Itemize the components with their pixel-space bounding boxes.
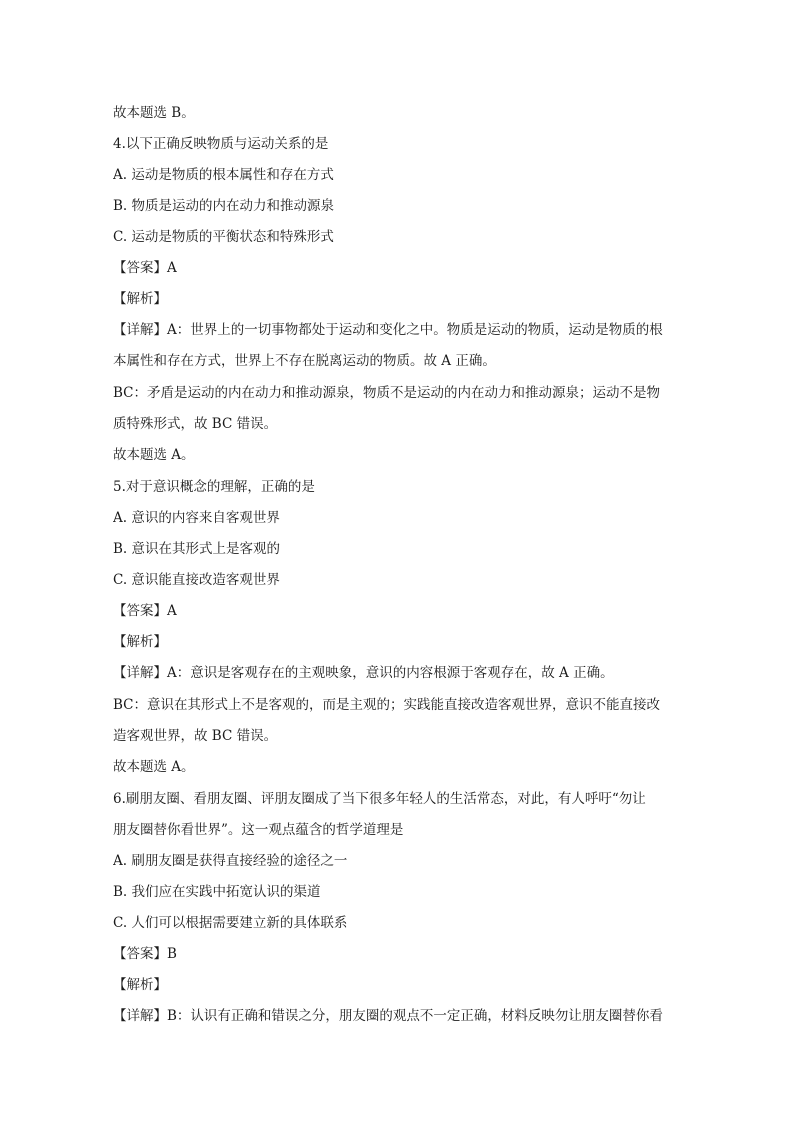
q5-detail-line-2: BC：意识在其形式上不是客观的，而是主观的；实践能直接改造客观世界，意识不能直接改 [113,697,660,713]
q4-option-c: C. 运动是物质的平衡状态和特殊形式 [113,229,334,245]
q4-detail-line-3: BC：矛盾是运动的内在动力和推动源泉，物质不是运动的内在动力和推动源泉；运动不是物 [113,385,660,401]
q4-answer: 【答案】A [113,260,177,276]
q5-option-c: C. 意识能直接改造客观世界 [113,572,280,588]
q5-detail-line-1: 【详解】A：意识是客观存在的主观映象，意识的内容根源于客观存在，故 A 正确。 [113,665,614,681]
question-5: 5.对于意识概念的理解，正确的是 [113,479,315,495]
question-6-line-2: 朋友圈替你看世界”。这一观点蕴含的哲学道理是 [113,822,404,838]
conclusion-q5: 故本题选 A。 [113,759,195,775]
q4-analysis-heading: 【解析】 [113,291,167,307]
q4-detail-line-2: 本属性和存在方式，世界上不存在脱离运动的物质。故 A 正确。 [113,353,496,369]
q6-detail-line-1: 【详解】B：认识有正确和错误之分，朋友圈的观点不一定正确，材料反映勿让朋友圈替你看 [113,1008,663,1024]
q6-option-a: A. 刷朋友圈是获得直接经验的途径之一 [113,853,348,869]
question-4: 4.以下正确反映物质与运动关系的是 [113,136,329,152]
q5-detail-line-3: 造客观世界，故 BC 错误。 [113,728,278,744]
q4-detail-line-4: 质特殊形式，故 BC 错误。 [113,416,278,432]
q5-analysis-heading: 【解析】 [113,634,167,650]
q6-answer: 【答案】B [113,946,177,962]
q4-option-b: B. 物质是运动的内在动力和推动源泉 [113,198,335,214]
q5-option-a: A. 意识的内容来自客观世界 [113,510,280,526]
q6-option-b: B. 我们应在实践中拓宽认识的渠道 [113,884,321,900]
q4-option-a: A. 运动是物质的根本属性和存在方式 [113,167,334,183]
question-6-line-1: 6.刷朋友圈、看朋友圈、评朋友圈成了当下很多年轻人的生活常态，对此，有人呼吁“勿让 [113,791,646,807]
q5-answer: 【答案】A [113,603,177,619]
conclusion-q4: 故本题选 A。 [113,447,195,463]
q4-detail-line-1: 【详解】A：世界上的一切事物都处于运动和变化之中。物质是运动的物质，运动是物质的根 [113,322,663,338]
conclusion-q3: 故本题选 B。 [113,105,195,121]
q6-analysis-heading: 【解析】 [113,977,167,993]
q5-option-b: B. 意识在其形式上是客观的 [113,541,281,557]
q6-option-c: C. 人们可以根据需要建立新的具体联系 [113,915,348,931]
